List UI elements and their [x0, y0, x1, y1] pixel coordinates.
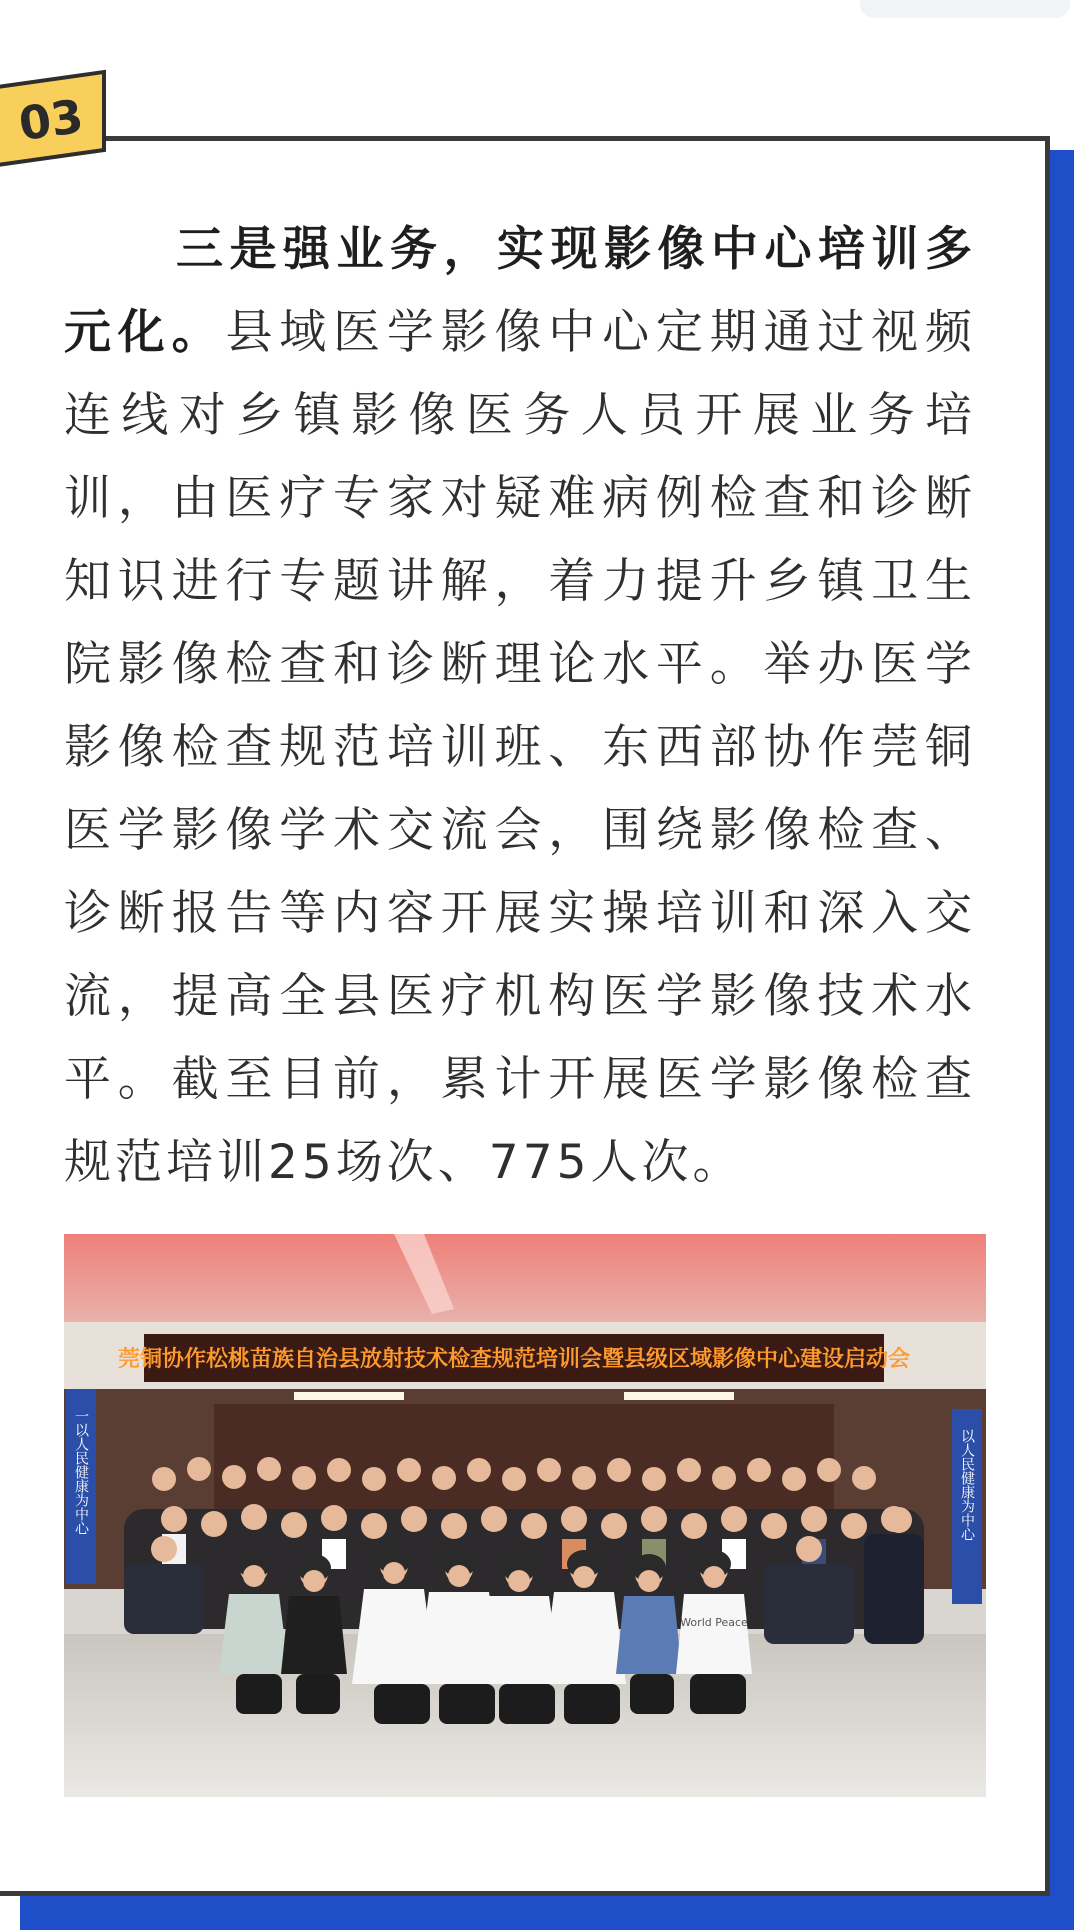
article-lead: 三是强业务，实现影像中心培训多元化。 — [64, 222, 976, 360]
article-paragraph — [64, 208, 976, 1204]
left-scroll-text: 一以人民健康为中心 — [73, 1409, 89, 1535]
section-number: 03 — [15, 88, 87, 152]
top-tab-decoration — [860, 0, 1070, 18]
article-body: 县域医学影像中心定期通过视频连线对乡镇影像医务人员开展业务培训，由医疗专家对疑难病例检查和诊断知识进行专题讲解，着力提升乡镇卫生院影像检查和诊断理论水平。举办医学影像检查规范培训班、东西部协作莞铜医学影像学术交流会，围绕影像检查、诊断报告等内容开展实操培训和深入交流，提高全县医疗机构医学影像技术水平。截至目前，累计开展医学影像检查规范培训25场次、775人次。 — [64, 305, 976, 1190]
right-scroll-text: 以人民健康为中心 — [959, 1429, 975, 1541]
led-banner-text: 莞铜协作松桃苗族自治县放射技术检查规范培训会暨县级区域影像中心建设启动会 — [117, 1346, 911, 1372]
shirt-print-text: World Peace — [680, 1616, 748, 1629]
group-photo — [64, 1234, 986, 1797]
